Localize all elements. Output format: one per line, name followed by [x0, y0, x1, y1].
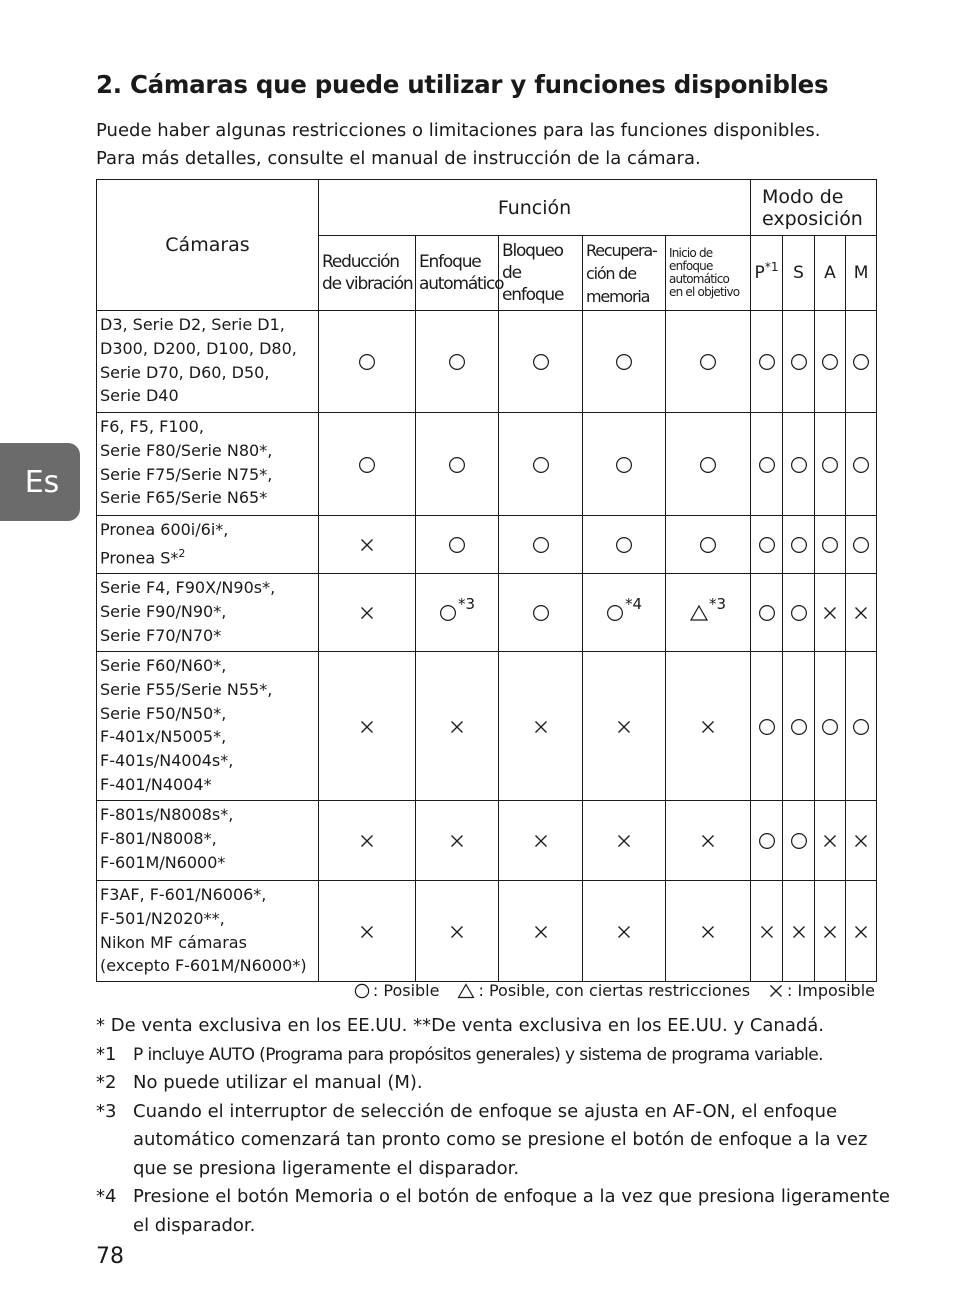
circle-icon — [758, 604, 776, 622]
circle-icon — [532, 353, 550, 371]
compat-cell — [666, 651, 751, 800]
circle-icon — [790, 718, 808, 736]
compat-cell — [416, 413, 499, 516]
table-row — [97, 311, 877, 413]
compat-cell — [815, 413, 846, 516]
footnote-ref: 2 — [178, 546, 186, 560]
legend-possible: : Posible — [354, 981, 440, 1000]
circle-icon — [758, 456, 776, 474]
circle-icon — [532, 456, 550, 474]
compat-cell — [783, 651, 815, 800]
header-exposure-mode: Modo de exposición — [751, 180, 877, 236]
intro-line: Puede haber algunas restricciones o limitaciones para las funciones disponibles. — [96, 120, 821, 141]
compat-cell — [319, 651, 416, 800]
camera-line: Serie F65/Serie N65* — [100, 488, 268, 508]
compat-cell — [751, 516, 783, 574]
compat-cell — [846, 311, 877, 413]
compat-cell — [783, 413, 815, 516]
camera-line: F-501/N2020**, — [100, 908, 225, 928]
cross-icon — [699, 718, 717, 736]
circle-icon — [821, 456, 839, 474]
circle-icon — [758, 353, 776, 371]
triangle-icon — [690, 604, 708, 622]
compat-cell — [499, 800, 583, 880]
circle-icon — [699, 536, 717, 554]
header-af-start-on-lens: Inicio de enfoque automático en el objetivo — [666, 236, 751, 311]
footnotes — [96, 1012, 896, 1240]
footnote-ref: *4 — [624, 594, 643, 613]
compat-cell — [815, 516, 846, 574]
compat-cell — [815, 800, 846, 880]
circle-icon — [615, 536, 633, 554]
camera-list — [97, 311, 319, 413]
circle-icon — [790, 604, 808, 622]
cross-icon — [448, 923, 466, 941]
camera-line: Serie F80/Serie N80*, — [100, 440, 273, 460]
compat-cell — [751, 413, 783, 516]
compat-cell — [846, 413, 877, 516]
circle-icon — [852, 353, 870, 371]
header-mode-p: $P^{*1}$ — [751, 236, 783, 311]
compat-cell — [319, 413, 416, 516]
camera-line: F3AF, F-601/N6006*, — [100, 884, 267, 904]
footnote-3: *3 Cuando el interruptor de selección de enfoque se ajusta en AF-ON, el enfoque automático comenzará tan pronto como se presione el botón de enfoque a la vez que se presiona ligeramente el disparador. — [96, 1100, 868, 1179]
compat-cell — [583, 311, 666, 413]
camera-line: Nikon MF cámaras — [100, 932, 247, 952]
compat-cell — [666, 413, 751, 516]
compat-cell — [846, 516, 877, 574]
compat-cell — [815, 311, 846, 413]
compat-cell — [846, 880, 877, 981]
cross-icon — [758, 923, 776, 941]
camera-line: Serie F75/Serie N75*, — [100, 464, 273, 484]
camera-line: Serie F90/N90*, — [100, 601, 227, 621]
circle-icon — [758, 718, 776, 736]
cross-icon — [615, 832, 633, 850]
header-cameras: Cámaras — [97, 180, 319, 311]
circle-icon — [532, 604, 550, 622]
compat-cell — [815, 651, 846, 800]
camera-line: F-601M/N6000* — [100, 852, 226, 872]
circle-icon — [699, 353, 717, 371]
cross-icon — [358, 536, 376, 554]
compat-cell — [666, 800, 751, 880]
compat-cell — [416, 651, 499, 800]
compat-cell — [583, 516, 666, 574]
cross-icon — [699, 832, 717, 850]
camera-line: Serie D70, D60, D50, — [100, 362, 270, 382]
header-vibration-reduction: Reducción de vibración — [319, 236, 416, 311]
cross-icon — [699, 923, 717, 941]
compat-cell — [783, 573, 815, 651]
compat-cell — [416, 516, 499, 574]
camera-list — [97, 800, 319, 880]
footnote-ref: *3 — [457, 594, 476, 613]
camera-line: Serie F55/Serie N55*, — [100, 679, 273, 699]
cross-icon — [358, 923, 376, 941]
camera-line: Pronea S* — [100, 548, 179, 568]
camera-line: Serie D40 — [100, 386, 179, 406]
compat-cell — [815, 880, 846, 981]
camera-line: F-401/N4004* — [100, 774, 212, 794]
camera-line: Serie F70/N70* — [100, 625, 222, 645]
cross-icon — [448, 832, 466, 850]
header-autofocus: Enfoque automático — [416, 236, 499, 311]
cross-icon — [852, 832, 870, 850]
compat-cell — [319, 880, 416, 981]
footnote-1: *1 P incluye AUTO (Programa para propósitos generales) y sistema de programa variable. — [96, 1043, 823, 1065]
camera-list — [97, 880, 319, 981]
triangle-icon — [457, 983, 475, 999]
compat-cell — [846, 800, 877, 880]
camera-line: F-801s/N8008s*, — [100, 804, 234, 824]
compat-cell — [846, 651, 877, 800]
compat-cell — [583, 651, 666, 800]
camera-line: F-401x/N5005*, — [100, 727, 227, 747]
cross-icon — [852, 923, 870, 941]
circle-icon — [852, 456, 870, 474]
header-mode-s: S — [783, 236, 815, 311]
circle-icon — [852, 718, 870, 736]
camera-list — [97, 413, 319, 516]
cross-icon — [532, 718, 550, 736]
circle-icon — [699, 456, 717, 474]
header-focus-lock: Bloqueo de enfoque — [499, 236, 583, 311]
camera-line: F-801/N8008*, — [100, 828, 217, 848]
compat-cell — [416, 880, 499, 981]
compat-cell — [751, 800, 783, 880]
cross-icon — [358, 832, 376, 850]
table-row — [97, 413, 877, 516]
language-tab-label: Es — [24, 464, 60, 500]
footnote-2: *2 No puede utilizar el manual (M). — [96, 1072, 423, 1093]
intro-line: Para más detalles, consulte el manual de instrucción de la cámara. — [96, 148, 701, 169]
circle-icon — [358, 456, 376, 474]
camera-list — [97, 651, 319, 800]
header-function: Función — [319, 180, 751, 236]
compat-cell — [583, 880, 666, 981]
compat-cell — [319, 516, 416, 574]
circle-icon — [790, 536, 808, 554]
cross-icon — [768, 983, 784, 999]
circle-icon — [439, 604, 457, 622]
compat-cell — [319, 573, 416, 651]
cross-icon — [615, 923, 633, 941]
compat-cell — [751, 311, 783, 413]
header-mode-m: M — [846, 236, 877, 311]
cross-icon — [615, 718, 633, 736]
compat-cell — [499, 651, 583, 800]
camera-list — [97, 516, 319, 574]
table-row — [97, 651, 877, 800]
compat-cell — [499, 573, 583, 651]
cross-icon — [790, 923, 808, 941]
compat-cell — [583, 413, 666, 516]
camera-list — [97, 573, 319, 651]
table-row — [97, 880, 877, 981]
circle-icon — [790, 353, 808, 371]
cross-icon — [358, 718, 376, 736]
cross-icon — [852, 604, 870, 622]
compat-cell — [319, 800, 416, 880]
circle-icon — [758, 536, 776, 554]
camera-line: Pronea 600i/6i*, — [100, 520, 229, 539]
compatibility-table — [96, 179, 877, 982]
page-number: 78 — [96, 1244, 124, 1269]
compat-cell — [666, 880, 751, 981]
circle-icon — [532, 536, 550, 554]
circle-icon — [615, 353, 633, 371]
compat-cell — [499, 311, 583, 413]
compat-cell — [416, 573, 499, 651]
camera-line: F-401s/N4004s*, — [100, 751, 234, 771]
cross-icon — [821, 832, 839, 850]
compat-cell — [783, 311, 815, 413]
legend-impossible: : Imposible — [768, 981, 875, 1000]
cross-icon — [821, 604, 839, 622]
compat-cell — [751, 880, 783, 981]
circle-icon — [821, 536, 839, 554]
footnote-4: *4 Presione el botón Memoria o el botón de enfoque a la vez que presiona ligeramente el disparador. — [96, 1186, 890, 1236]
cross-icon — [532, 832, 550, 850]
legend-restricted: : Posible, con ciertas restricciones — [457, 981, 750, 1000]
compat-cell — [499, 413, 583, 516]
circle-icon — [852, 536, 870, 554]
table-row — [97, 573, 877, 651]
camera-line: D3, Serie D2, Serie D1, — [100, 315, 285, 334]
compat-cell — [416, 311, 499, 413]
compat-cell — [666, 573, 751, 651]
compat-cell — [583, 800, 666, 880]
intro-paragraph — [96, 117, 821, 173]
compat-cell — [846, 573, 877, 651]
compat-cell — [499, 880, 583, 981]
table-row — [97, 800, 877, 880]
camera-line: Serie F60/N60*, — [100, 655, 227, 675]
circle-icon — [358, 353, 376, 371]
compat-cell — [583, 573, 666, 651]
table-row — [97, 516, 877, 574]
circle-icon — [821, 353, 839, 371]
footnote-ref: *3 — [708, 594, 727, 613]
cross-icon — [358, 604, 376, 622]
circle-icon — [790, 832, 808, 850]
circle-icon — [821, 718, 839, 736]
table-legend — [336, 981, 875, 1000]
camera-line: Serie F50/N50*, — [100, 703, 227, 723]
circle-icon — [758, 832, 776, 850]
camera-line: F6, F5, F100, — [100, 417, 204, 436]
compat-cell — [783, 880, 815, 981]
compat-cell — [416, 800, 499, 880]
cross-icon — [448, 718, 466, 736]
language-tab — [0, 443, 80, 521]
camera-line: Serie F4, F90X/N90s*, — [100, 577, 276, 597]
compat-cell — [499, 516, 583, 574]
circle-icon — [606, 604, 624, 622]
compat-cell — [751, 651, 783, 800]
header-memory-recall: Recupera- ción de memoria — [583, 236, 666, 311]
compat-cell — [783, 800, 815, 880]
circle-icon — [615, 456, 633, 474]
compat-cell — [815, 573, 846, 651]
circle-icon — [354, 983, 370, 999]
footnote-star: * De venta exclusiva en los EE.UU. **De venta exclusiva en los EE.UU. y Canadá. — [96, 1015, 825, 1036]
page-title: 2. Cámaras que puede utilizar y funciones disponibles — [96, 70, 829, 99]
camera-line: D300, D200, D100, D80, — [100, 338, 297, 358]
camera-line: (excepto F-601M/N6000*) — [100, 956, 307, 976]
circle-icon — [448, 456, 466, 474]
circle-icon — [448, 353, 466, 371]
circle-icon — [448, 536, 466, 554]
compat-cell — [666, 516, 751, 574]
compat-cell — [751, 573, 783, 651]
compat-cell — [319, 311, 416, 413]
compat-cell — [783, 516, 815, 574]
circle-icon — [790, 456, 808, 474]
cross-icon — [532, 923, 550, 941]
compat-cell — [666, 311, 751, 413]
cross-icon — [821, 923, 839, 941]
header-mode-a: A — [815, 236, 846, 311]
